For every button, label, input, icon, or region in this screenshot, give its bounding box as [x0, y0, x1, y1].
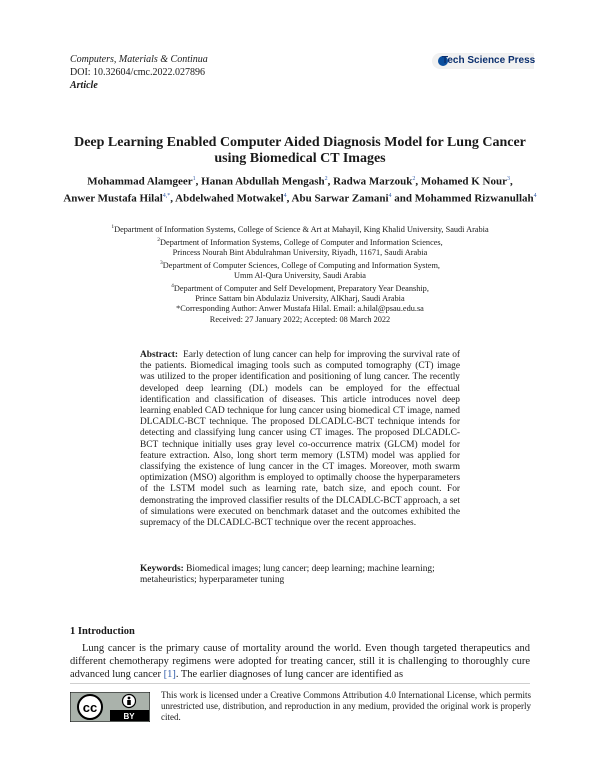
author-affiliation-mark[interactable]: 3	[506, 176, 510, 182]
author-name: Mohammed Rizwanullah	[414, 192, 534, 205]
journal-name: Computers, Materials & Continua	[70, 54, 208, 65]
intro-text: Lung cancer is the primary cause of mortality around the world. Even though targeted therapeutics and different chemotherapy regimens were adopted for treating cancer, still it is challenging to thoroughly cure advanced lung cancer	[70, 643, 530, 680]
title-line: using Biomedical CT Images	[214, 151, 386, 166]
cc-badge-text: cc	[82, 700, 98, 715]
affiliation-continued: Princess Nourah Bint Abdulrahman University, Riyadh, 11671, Saudi Arabia	[172, 247, 428, 257]
author-affiliation-mark[interactable]: 2	[412, 176, 416, 182]
cc-by-license-icon[interactable]	[70, 692, 150, 722]
received-accepted-dates: Received: 27 January 2022; Accepted: 08 March 2022	[209, 314, 391, 324]
affiliation-continued: Umm Al-Qura University, Saudi Arabia	[234, 271, 366, 281]
author-line: Mohammad Alamgeer$^1$, Hanan Abdullah Mengash$^2$, Radwa Marzouk$^2$, Mohamed K Nour$^3$,	[87, 175, 513, 188]
affiliation-mark: 4	[171, 283, 174, 290]
author-name: Abu Sarwar Zamani	[291, 192, 389, 205]
intro-text: . The earlier diagnoses of lung cancer are identified as	[175, 669, 404, 680]
author-affiliation-mark[interactable]: 4	[533, 192, 537, 199]
abstract-label: Abstract:	[140, 350, 179, 360]
title-line: Deep Learning Enabled Computer Aided Diagnosis Model for Lung Cancer	[74, 135, 526, 150]
section-heading: 1 Introduction	[70, 626, 135, 637]
by-badge-text: BY	[123, 712, 135, 721]
author-affiliation-mark[interactable]: 4	[283, 192, 287, 199]
author-affiliation-mark[interactable]: 4	[388, 192, 392, 199]
abstract	[140, 350, 460, 529]
affiliation-mark: 1	[111, 224, 115, 230]
author-name: Abdelwahed Motwakel	[175, 192, 284, 205]
keywords-text: Biomedical images; lung cancer; deep learning; machine learning; metaheuristics; hyperparameter tuning	[140, 564, 435, 586]
author-name: Mohamed K Nour	[420, 175, 507, 188]
keywords-label: Keywords:	[140, 564, 184, 574]
publisher-name: Tech Science Press	[442, 55, 536, 66]
affiliation	[60, 235, 540, 248]
abstract-text: Early detection of lung cancer can help for improving the survival rate of the patients. Biomedical imaging tools such as computed tomography (CT) image was utilized to the proper identification and positioning of lung cancer. The recently developed deep learning (DL) models can be employed for the effectual identification and classification of diseases. This article introduces novel deep learning enabled CAD technique for lung cancer using biomedical CT image, named DLCADLC-BCT technique. The proposed DLCADLC-BCT technique intends for detecting and classifying lung cancer using CT images. The proposed DLCADLC-BCT technique initially uses gray level co-occurrence matrix (GLCM) model for feature extraction. Also, long short term memory (LSTM) model was applied for classifying the existence of lung cancer in the CT images. Moreover, moth swarm optimization (MSO) algorithm is employed to optimally choose the hyperparameters of the LSTM model such as learning rate, batch size, and epoch count. For demonstrating the improved classifier results of the DLCADLC-BCT approach, a set of simulations were executed on benchmark dataset and the outcomes exhibited the supremacy of the DLCADLC-BCT technique over the recent approaches.	[140, 350, 461, 529]
paper-title	[60, 135, 540, 167]
affiliation-text: Department of Information Systems, College of Science & Art at Mahayil, King Khalid University, Saudi Arabia	[114, 224, 489, 234]
affiliation-mark: 3	[160, 260, 163, 267]
corresponding-author: *Corresponding Author: Anwer Mustafa Hilal. Email: a.hilal@psau.edu.sa	[176, 304, 424, 314]
author-affiliation-mark[interactable]: 1	[192, 176, 196, 182]
footer-divider	[70, 683, 530, 684]
doi: DOI: 10.32604/cmc.2022.027896	[70, 67, 205, 78]
author-name: Radwa Marzouk	[333, 175, 413, 188]
affiliation	[60, 281, 540, 294]
article-type: Article	[70, 80, 98, 91]
affiliation-text: Department of Computer Sciences, College of Computing and Information System,	[162, 260, 440, 270]
affiliation-mark: 2	[157, 236, 161, 243]
author-affiliation-mark[interactable]: 2	[324, 176, 328, 182]
affiliation	[60, 258, 540, 271]
intro-paragraph	[70, 642, 530, 681]
citation-link[interactable]: [1]	[163, 669, 176, 680]
affiliation-text: Department of Computer and Self Development, Preparatory Year Deanship,	[173, 284, 429, 294]
author-line: Anwer Mustafa Hilal$^{4,*}$, Abdelwahed Motwakel$^4$, Abu Sarwar Zamani$^4$ and Mohammed Rizwanullah$^4$	[63, 192, 537, 205]
publisher-logo	[432, 53, 534, 69]
affiliation	[60, 222, 540, 235]
author-affiliation-mark[interactable]: 4,*	[162, 192, 171, 199]
author-list	[60, 172, 540, 205]
affiliation-text: Department of Information Systems, College of Computer and Information Sciences,	[160, 237, 443, 247]
affiliation-continued: Prince Sattam bin Abdulaziz University, AlKharj, Saudi Arabia	[195, 294, 405, 304]
license-text: This work is licensed under a Creative Commons Attribution 4.0 International License, which permits unrestricted use, distribution, and reproduction in any medium, provided the original work is properly cited.	[161, 690, 531, 722]
keywords	[140, 564, 460, 586]
author-name: Mohammad Alamgeer	[87, 175, 193, 188]
author-name: Hanan Abdullah Mengash	[201, 175, 325, 188]
affiliations	[60, 222, 540, 325]
author-name: Anwer Mustafa Hilal	[63, 192, 163, 205]
